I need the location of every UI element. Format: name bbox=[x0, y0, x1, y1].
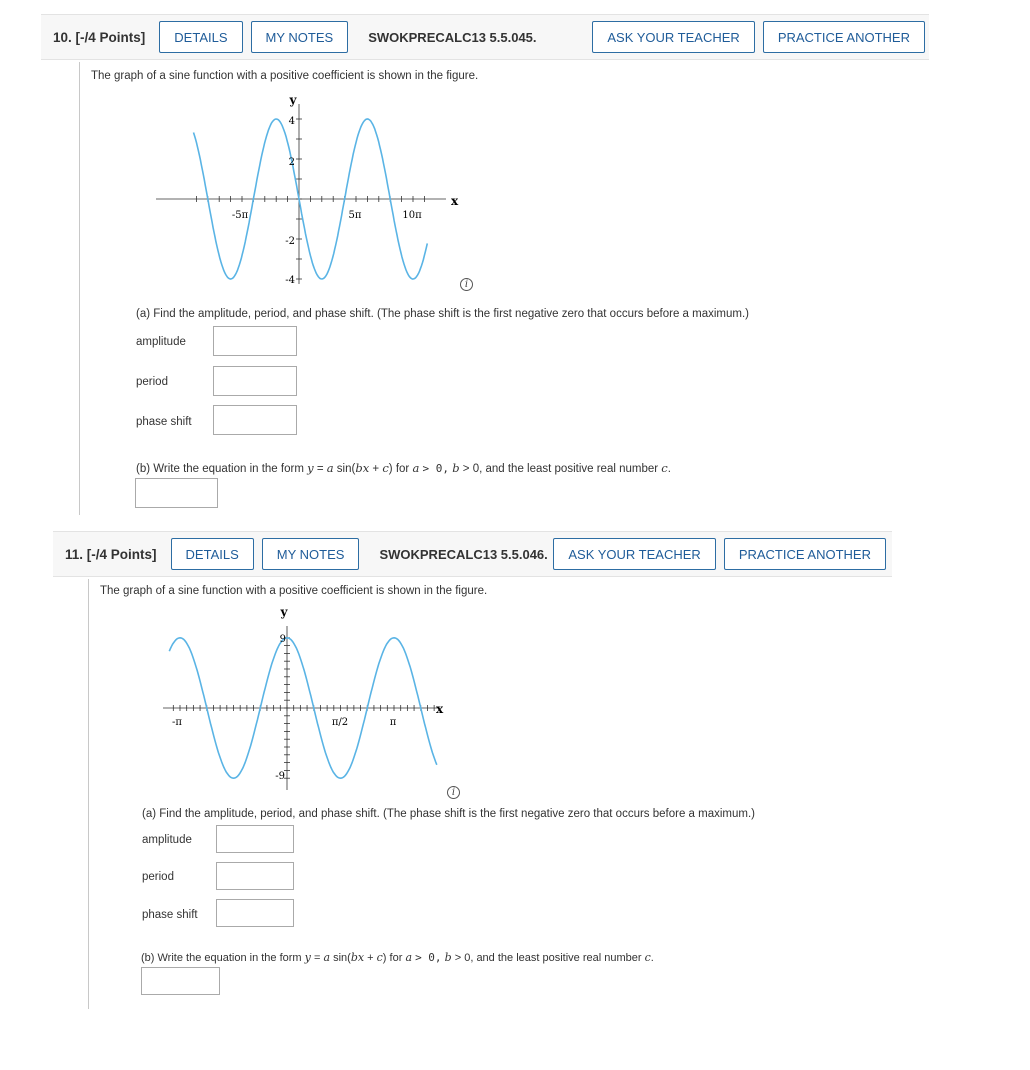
y-axis-label: y bbox=[289, 93, 297, 107]
y-tick-label: -4 bbox=[285, 275, 295, 286]
y-axis-label: y bbox=[280, 605, 288, 619]
q11-equation-input[interactable] bbox=[141, 967, 220, 995]
q11-intro: The graph of a sine function with a positive coefficient is shown in the figure. bbox=[100, 585, 488, 597]
q10-body bbox=[79, 62, 80, 515]
q11-part-b: (b) Write the equation in the form y = a sin(bx + c) for a > 0, b > 0, and the least positive real number c. bbox=[141, 951, 654, 964]
q10-practice-another-button[interactable]: PRACTICE ANOTHER bbox=[763, 21, 925, 53]
x-tick-label: π/2 bbox=[331, 717, 349, 728]
x-axis-label: x bbox=[436, 702, 444, 716]
q10-period-label: period bbox=[136, 376, 168, 388]
x-tick-label: -5π bbox=[231, 210, 249, 221]
q10-phase-shift-input[interactable] bbox=[213, 405, 297, 435]
q11-period-input[interactable] bbox=[216, 862, 294, 890]
q10-graph bbox=[140, 92, 480, 292]
y-tick-label: 9 bbox=[279, 634, 286, 645]
q10-header bbox=[41, 14, 929, 60]
q11-practice-another-button[interactable]: PRACTICE ANOTHER bbox=[724, 538, 886, 570]
q11-phase-shift-input[interactable] bbox=[216, 899, 294, 927]
x-tick-label: -π bbox=[172, 717, 182, 728]
q11-body bbox=[88, 579, 89, 1009]
q11-points: 11. [-/4 Points] bbox=[65, 546, 157, 562]
q10-intro: The graph of a sine function with a positive coefficient is shown in the figure. bbox=[91, 70, 479, 82]
q11-phase-shift-label: phase shift bbox=[142, 909, 198, 921]
y-tick-label: -2 bbox=[285, 236, 295, 247]
q10-amplitude-label: amplitude bbox=[136, 336, 186, 348]
q10-details-button[interactable]: DETAILS bbox=[159, 21, 242, 53]
y-tick-label: 2 bbox=[288, 157, 295, 168]
info-icon[interactable]: i bbox=[460, 278, 473, 291]
x-tick-label: π bbox=[389, 717, 397, 728]
q11-details-button[interactable]: DETAILS bbox=[171, 538, 254, 570]
q11-my-notes-button[interactable]: MY NOTES bbox=[262, 538, 360, 570]
q11-header bbox=[53, 531, 892, 577]
q10-points: 10. [-/4 Points] bbox=[53, 29, 146, 45]
q11-amplitude-label: amplitude bbox=[142, 834, 192, 846]
q11-ask-teacher-button[interactable]: ASK YOUR TEACHER bbox=[553, 538, 715, 570]
q11-problem-code: SWOKPRECALC13 5.5.046. bbox=[379, 546, 548, 562]
q11-amplitude-input[interactable] bbox=[216, 825, 294, 853]
q10-ask-teacher-button[interactable]: ASK YOUR TEACHER bbox=[592, 21, 754, 53]
x-axis-label: x bbox=[451, 194, 459, 208]
y-tick-label: 4 bbox=[288, 116, 295, 127]
q11-graph bbox=[150, 604, 470, 794]
q11-part-a: (a) Find the amplitude, period, and phase shift. (The phase shift is the first negative zero that occurs before a maximum.) bbox=[142, 808, 755, 820]
q10-phase-shift-label: phase shift bbox=[136, 416, 192, 428]
info-icon[interactable]: i bbox=[447, 786, 460, 799]
q10-equation-input[interactable] bbox=[135, 478, 218, 508]
x-tick-label: 5π bbox=[348, 210, 362, 221]
q10-my-notes-button[interactable]: MY NOTES bbox=[251, 21, 349, 53]
q10-part-b: (b) Write the equation in the form y = a sin(bx + c) for a > 0, b > 0, and the least positive real number c. bbox=[136, 461, 671, 475]
y-tick-label: -9 bbox=[275, 771, 285, 782]
q10-problem-code: SWOKPRECALC13 5.5.045. bbox=[368, 29, 537, 45]
q11-period-label: period bbox=[142, 871, 174, 883]
q10-period-input[interactable] bbox=[213, 366, 297, 396]
q10-part-a: (a) Find the amplitude, period, and phase shift. (The phase shift is the first negative zero that occurs before a maximum.) bbox=[136, 308, 749, 320]
x-tick-label: 10π bbox=[402, 210, 422, 221]
q10-amplitude-input[interactable] bbox=[213, 326, 297, 356]
